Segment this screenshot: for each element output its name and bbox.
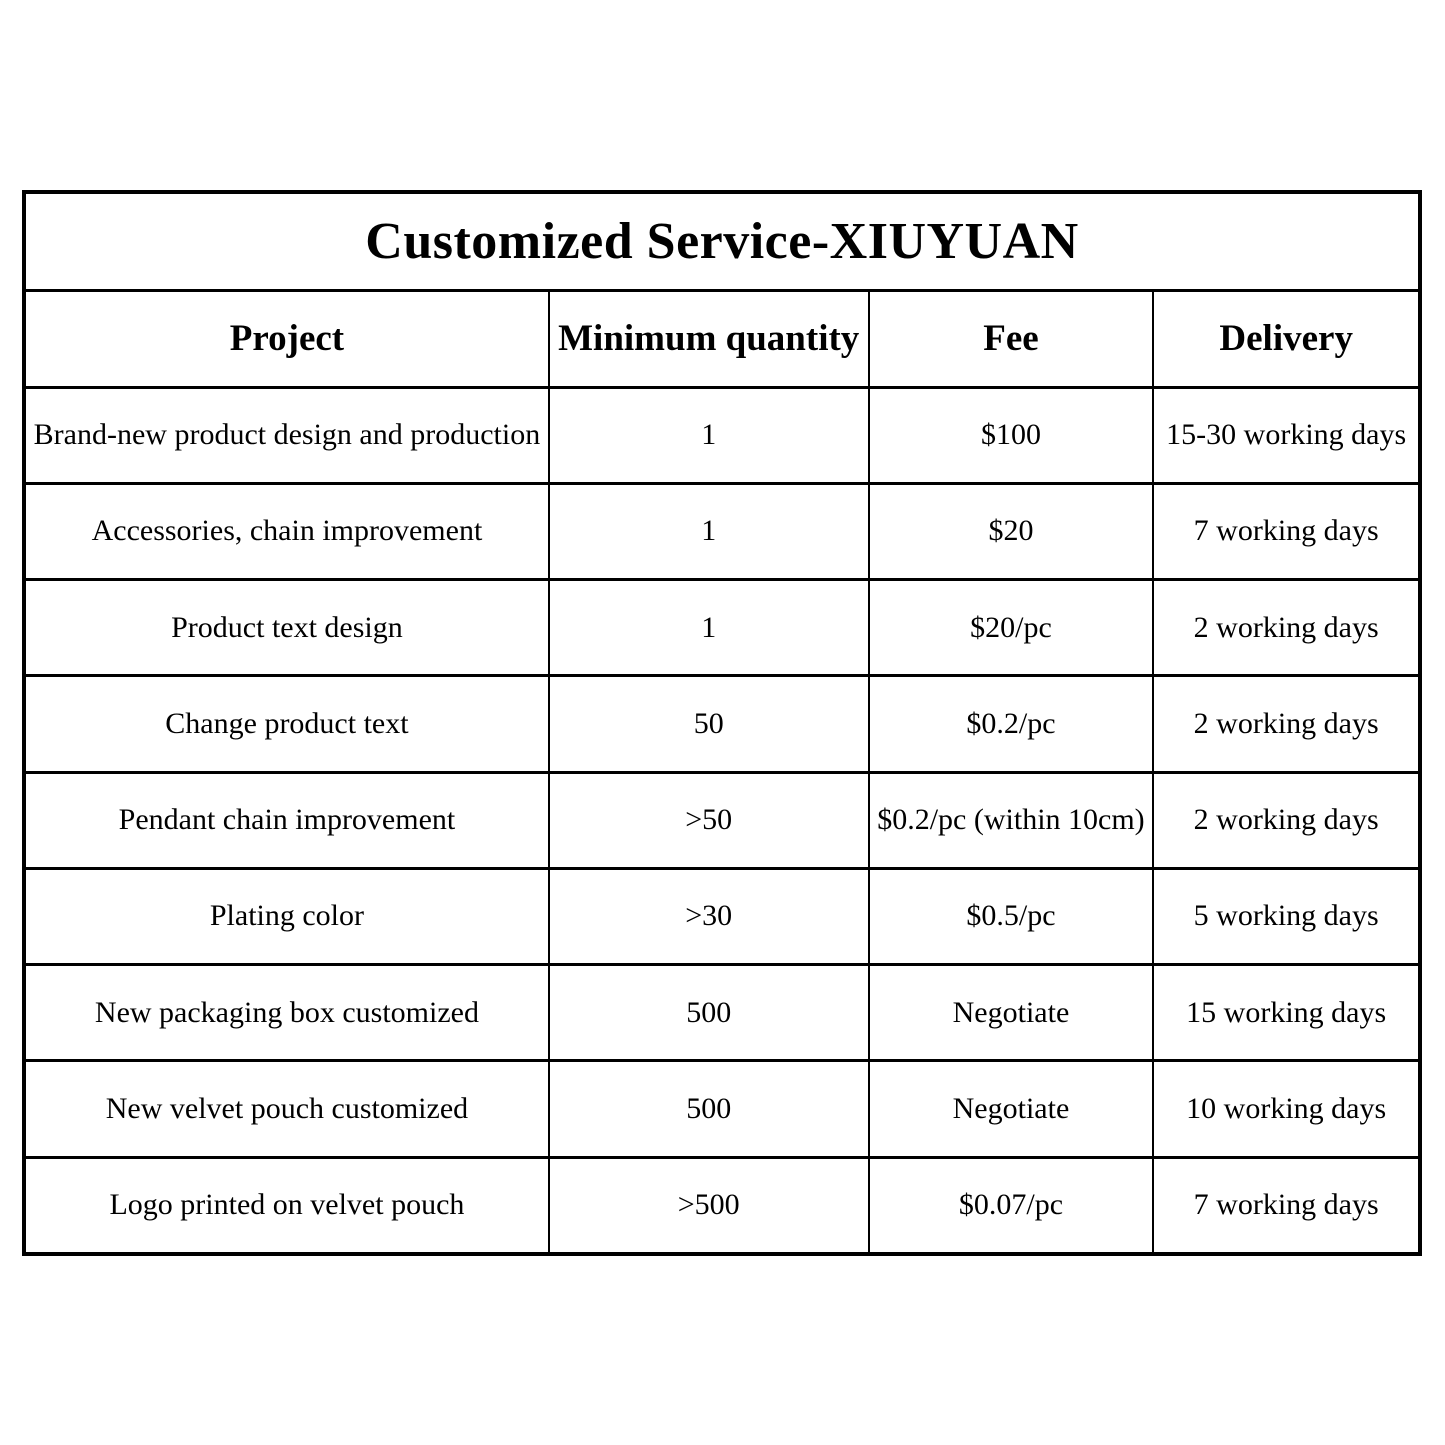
cell-min-qty: >30: [549, 868, 869, 964]
table-row: [24, 868, 1420, 964]
customized-service-table: [22, 190, 1422, 1256]
cell-min-qty: 500: [549, 1061, 869, 1157]
cell-project: New velvet pouch customized: [24, 1061, 549, 1157]
cell-delivery: 7 working days: [1153, 1157, 1420, 1254]
cell-min-qty: 1: [549, 483, 869, 579]
cell-project: Product text design: [24, 580, 549, 676]
cell-project: Brand-new product design and production: [24, 387, 549, 483]
table-row: [24, 676, 1420, 772]
table-row: [24, 483, 1420, 579]
column-header-fee: Fee: [869, 291, 1154, 387]
cell-project: Accessories, chain improvement: [24, 483, 549, 579]
cell-delivery: 10 working days: [1153, 1061, 1420, 1157]
cell-project: Pendant chain improvement: [24, 772, 549, 868]
table-row: [24, 1061, 1420, 1157]
cell-fee: $0.5/pc: [869, 868, 1154, 964]
cell-project: Logo printed on velvet pouch: [24, 1157, 549, 1254]
cell-fee: $20/pc: [869, 580, 1154, 676]
cell-project: Change product text: [24, 676, 549, 772]
cell-min-qty: >50: [549, 772, 869, 868]
table-header-row: [24, 291, 1420, 387]
cell-fee: $20: [869, 483, 1154, 579]
cell-min-qty: >500: [549, 1157, 869, 1254]
cell-delivery: 7 working days: [1153, 483, 1420, 579]
cell-fee: $0.2/pc (within 10cm): [869, 772, 1154, 868]
cell-fee: Negotiate: [869, 965, 1154, 1061]
cell-delivery: 15 working days: [1153, 965, 1420, 1061]
cell-delivery: 2 working days: [1153, 676, 1420, 772]
cell-fee: $0.2/pc: [869, 676, 1154, 772]
cell-delivery: 5 working days: [1153, 868, 1420, 964]
cell-delivery: 15-30 working days: [1153, 387, 1420, 483]
cell-delivery: 2 working days: [1153, 580, 1420, 676]
table-title: Customized Service-XIUYUAN: [24, 192, 1420, 291]
cell-fee: $0.07/pc: [869, 1157, 1154, 1254]
table-row: [24, 772, 1420, 868]
cell-min-qty: 50: [549, 676, 869, 772]
cell-min-qty: 1: [549, 387, 869, 483]
cell-delivery: 2 working days: [1153, 772, 1420, 868]
table-row: [24, 387, 1420, 483]
column-header-delivery: Delivery: [1153, 291, 1420, 387]
cell-fee: $100: [869, 387, 1154, 483]
table-row: [24, 1157, 1420, 1254]
table-title-row: [24, 192, 1420, 291]
cell-min-qty: 1: [549, 580, 869, 676]
column-header-project: Project: [24, 291, 549, 387]
table-row: [24, 965, 1420, 1061]
table-row: [24, 580, 1420, 676]
cell-project: New packaging box customized: [24, 965, 549, 1061]
cell-min-qty: 500: [549, 965, 869, 1061]
cell-fee: Negotiate: [869, 1061, 1154, 1157]
cell-project: Plating color: [24, 868, 549, 964]
column-header-minimum-quantity: Minimum quantity: [549, 291, 869, 387]
